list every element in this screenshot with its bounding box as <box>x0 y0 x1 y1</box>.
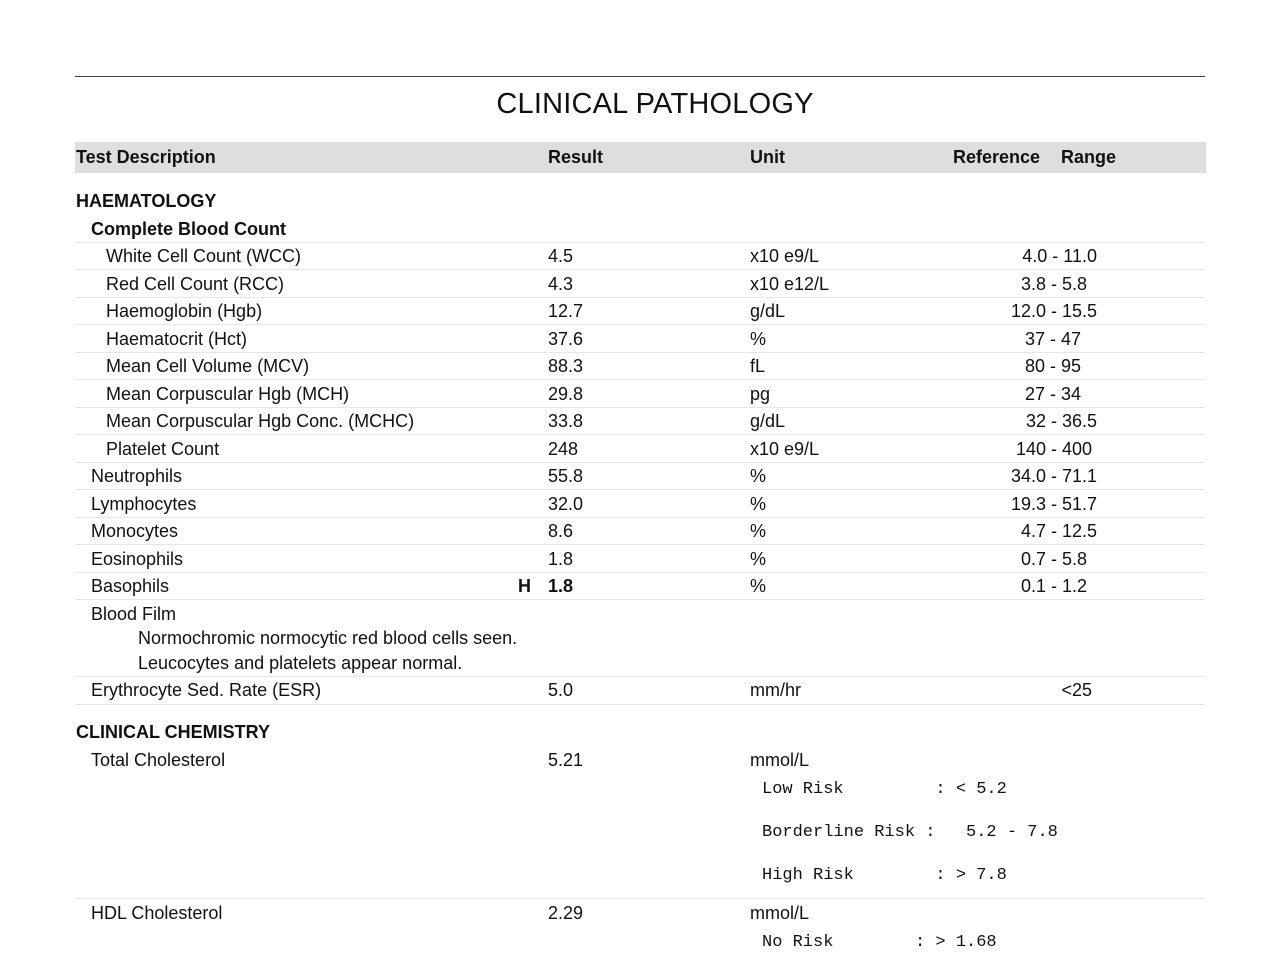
result-mchc: 33.8 <box>548 411 584 431</box>
range-hct: 37 - 47 <box>1024 329 1081 349</box>
result-total-cholesterol: 5.21 <box>548 750 584 770</box>
test-name-monocytes: Monocytes <box>91 521 179 541</box>
range-wcc: 4.0 - 11.0 <box>1022 246 1097 266</box>
result-hct: 37.6 <box>548 329 584 349</box>
row-separator <box>75 704 1205 705</box>
test-name-wcc: White Cell Count (WCC) <box>106 246 302 266</box>
row-separator <box>75 379 1205 380</box>
row-separator <box>75 572 1205 573</box>
result-eosinophils: 1.8 <box>548 549 574 569</box>
range-rcc: 3.8 - 5.8 <box>1020 274 1087 294</box>
row-separator <box>75 407 1205 408</box>
result-lymphocytes: 32.0 <box>548 494 584 514</box>
row-separator <box>75 517 1205 518</box>
result-monocytes: 8.6 <box>548 521 574 541</box>
result-hgb: 12.7 <box>548 301 584 321</box>
unit-basophils: % <box>750 576 767 596</box>
column-header-range: Range <box>1061 147 1117 167</box>
range-basophils: 0.1 - 1.2 <box>1020 576 1087 596</box>
test-name-eosinophils: Eosinophils <box>91 549 184 569</box>
range-eosinophils: 0.7 - 5.8 <box>1020 549 1087 569</box>
row-separator <box>75 434 1205 435</box>
range-esr: <25 <box>1061 680 1092 700</box>
column-header-reference: Reference <box>953 147 1041 167</box>
result-hdl-cholesterol: 2.29 <box>548 903 584 923</box>
unit-wcc: x10 e9/L <box>750 246 820 266</box>
unit-hdl-cholesterol: mmol/L <box>750 903 810 923</box>
row-separator <box>75 242 1205 243</box>
test-name-mchc: Mean Corpuscular Hgb Conc. (MCHC) <box>106 411 415 431</box>
page-title: CLINICAL PATHOLOGY <box>496 88 814 120</box>
result-wcc: 4.5 <box>548 246 574 266</box>
result-rcc: 4.3 <box>548 274 574 294</box>
test-name-hgb: Haemoglobin (Hgb) <box>106 301 263 321</box>
unit-lymphocytes: % <box>750 494 767 514</box>
result-platelets: 248 <box>548 439 579 459</box>
unit-mch: pg <box>750 384 771 404</box>
row-separator <box>75 489 1205 490</box>
result-neutrophils: 55.8 <box>548 466 584 486</box>
row-separator <box>75 599 1205 600</box>
test-name-esr: Erythrocyte Sed. Rate (ESR) <box>91 680 322 700</box>
result-mch: 29.8 <box>548 384 584 404</box>
unit-esr: mm/hr <box>750 680 801 700</box>
test-name-hdl-cholesterol: HDL Cholesterol <box>91 903 223 923</box>
range-platelets: 140 - 400 <box>1015 439 1092 459</box>
range-mch: 27 - 34 <box>1024 384 1081 404</box>
range-mcv: 80 - 95 <box>1024 356 1081 376</box>
blood-film-comment-line-2: Leucocytes and platelets appear normal. <box>138 653 463 673</box>
row-separator <box>75 544 1205 545</box>
range-monocytes: 4.7 - 12.5 <box>1020 521 1097 541</box>
test-name-mch: Mean Corpuscular Hgb (MCH) <box>106 384 350 404</box>
column-header-unit: Unit <box>750 147 785 167</box>
row-separator <box>75 352 1205 353</box>
row-separator <box>75 462 1205 463</box>
test-name-total-cholesterol: Total Cholesterol <box>91 750 226 770</box>
unit-hgb: g/dL <box>750 301 786 321</box>
test-name-neutrophils: Neutrophils <box>91 466 183 486</box>
unit-mcv: fL <box>750 356 766 376</box>
unit-eosinophils: % <box>750 549 767 569</box>
risk-high-total-cholesterol: High Risk : > 7.8 <box>762 866 1007 885</box>
range-hgb: 12.0 - 15.5 <box>1010 301 1097 321</box>
row-separator <box>75 676 1205 677</box>
section-haematology: HAEMATOLOGY <box>76 191 217 211</box>
top-rule <box>75 76 1205 77</box>
test-name-platelets: Platelet Count <box>106 439 220 459</box>
range-mchc: 32 - 36.5 <box>1025 411 1097 431</box>
column-header-description: Test Description <box>76 147 216 167</box>
row-separator <box>75 898 1205 899</box>
test-name-rcc: Red Cell Count (RCC) <box>106 274 285 294</box>
unit-platelets: x10 e9/L <box>750 439 820 459</box>
column-header-row <box>75 142 1206 173</box>
range-lymphocytes: 19.3 - 51.7 <box>1010 494 1097 514</box>
row-separator <box>75 324 1205 325</box>
test-name-hct: Haematocrit (Hct) <box>106 329 248 349</box>
flag-high-basophils: H <box>518 576 531 596</box>
result-basophils: 1.8 <box>548 576 574 596</box>
risk-low-total-cholesterol: Low Risk : < 5.2 <box>762 780 1007 799</box>
unit-total-cholesterol: mmol/L <box>750 750 810 770</box>
unit-rcc: x10 e12/L <box>750 274 830 294</box>
unit-neutrophils: % <box>750 466 767 486</box>
test-name-mcv: Mean Cell Volume (MCV) <box>106 356 310 376</box>
risk-none-hdl-cholesterol: No Risk : > 1.68 <box>762 933 997 952</box>
blood-film-comment-line-1: Normochromic normocytic red blood cells seen. <box>138 628 518 648</box>
row-separator <box>75 297 1205 298</box>
section-clinical-chemistry: CLINICAL CHEMISTRY <box>76 722 271 742</box>
unit-mchc: g/dL <box>750 411 786 431</box>
test-name-basophils: Basophils <box>91 576 170 596</box>
unit-hct: % <box>750 329 767 349</box>
test-name-blood-film: Blood Film <box>91 604 177 624</box>
test-name-lymphocytes: Lymphocytes <box>91 494 197 514</box>
range-neutrophils: 34.0 - 71.1 <box>1010 466 1097 486</box>
row-separator <box>75 269 1205 270</box>
subsection-complete-blood-count: Complete Blood Count <box>91 219 286 239</box>
column-header-result: Result <box>548 147 604 167</box>
result-mcv: 88.3 <box>548 356 584 376</box>
result-esr: 5.0 <box>548 680 574 700</box>
unit-monocytes: % <box>750 521 767 541</box>
risk-borderline-total-cholesterol: Borderline Risk : 5.2 - 7.8 <box>762 823 1058 842</box>
